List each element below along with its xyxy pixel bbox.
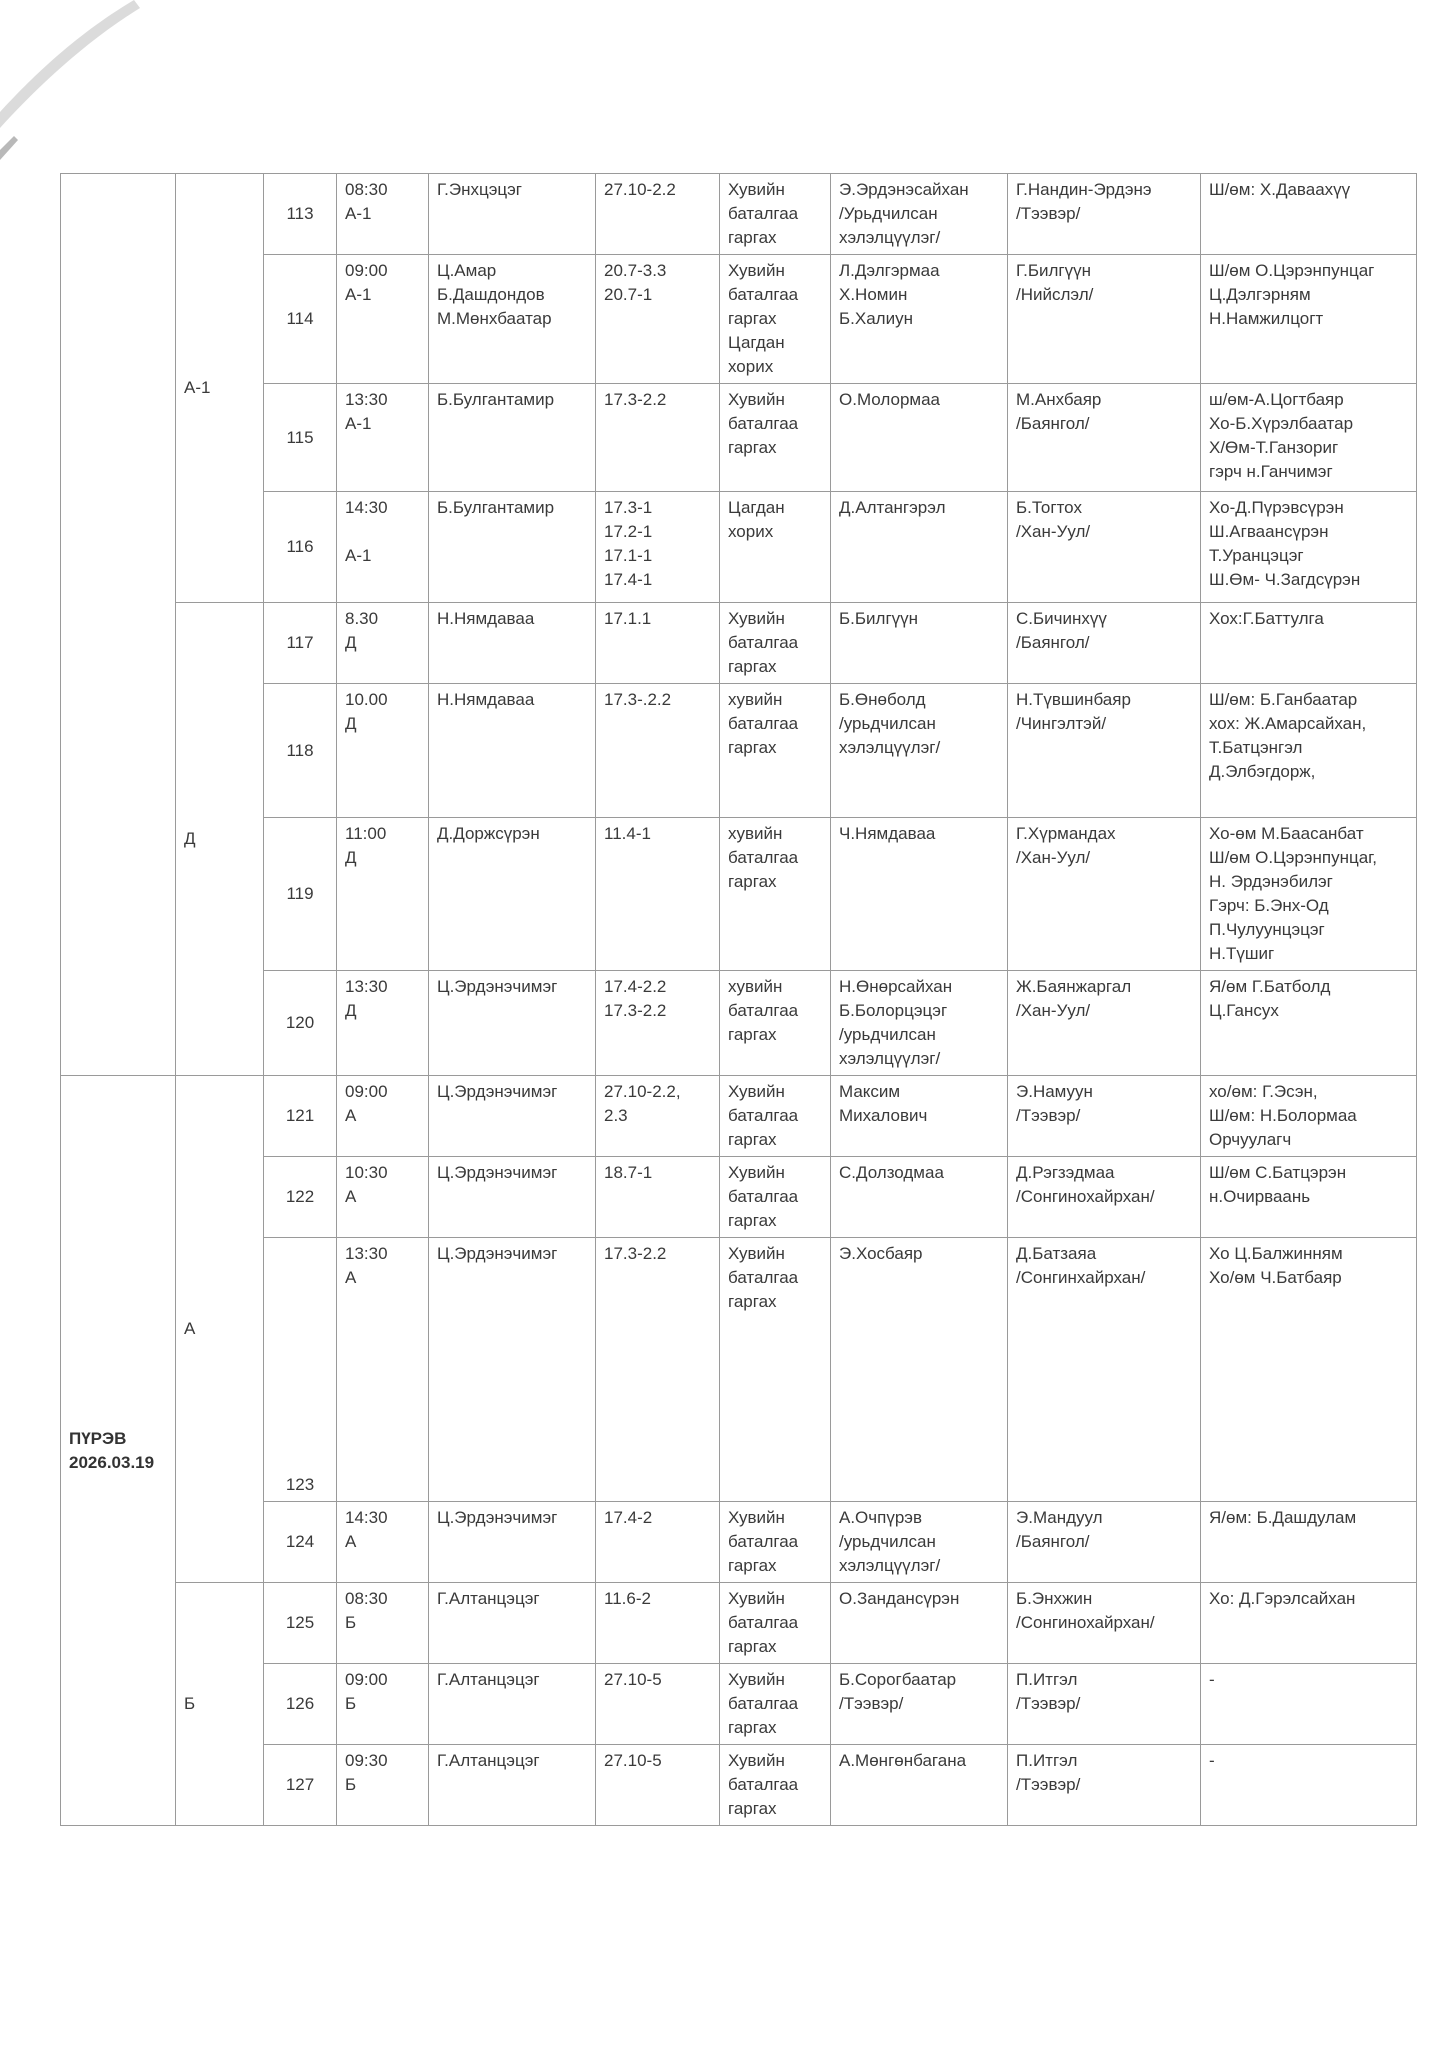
article: 17.4-2 <box>596 1502 720 1583</box>
prosecutor: Г.Билгүүн /Нийслэл/ <box>1008 255 1201 384</box>
accused: Ч.Нямдаваа <box>831 818 1008 971</box>
time-room: 09:00 А-1 <box>337 255 429 384</box>
hearing-schedule-table <box>60 173 1417 1826</box>
article: 11.4-1 <box>596 818 720 971</box>
action: Хувийн баталгаа гаргах Цагдан хорих <box>720 255 831 384</box>
participants: Ш/өм: Б.Ганбаатар хох: Ж.Амарсайхан, Т.Батцэнгэл Д.Элбэгдорж, <box>1201 684 1417 818</box>
accused: Э.Эрдэнэсайхан /Урьдчилсан хэлэлцүүлэг/ <box>831 174 1008 255</box>
accused: Л.Дэлгэрмаа Х.Номин Б.Халиун <box>831 255 1008 384</box>
case-number: 125 <box>264 1583 337 1664</box>
action: хувийн баталгаа гаргах <box>720 684 831 818</box>
participants: Хо Ц.Балжинням Хо/өм Ч.Батбаяр <box>1201 1238 1417 1502</box>
prosecutor: Г.Хүрмандах /Хан-Уул/ <box>1008 818 1201 971</box>
accused: А.Мөнгөнбагана <box>831 1745 1008 1826</box>
judge: Ц.Амар Б.Дашдондов М.Мөнхбаатар <box>429 255 596 384</box>
article: 17.3-.2.2 <box>596 684 720 818</box>
time-room: 8.30 Д <box>337 603 429 684</box>
judge: Ц.Эрдэнэчимэг <box>429 971 596 1076</box>
judge: Ц.Эрдэнэчимэг <box>429 1502 596 1583</box>
prosecutor: П.Итгэл /Тээвэр/ <box>1008 1664 1201 1745</box>
action: Цагдан хорих <box>720 492 831 603</box>
article: 27.10-5 <box>596 1664 720 1745</box>
judge: Ц.Эрдэнэчимэг <box>429 1076 596 1157</box>
day-cell-empty <box>61 174 176 1076</box>
day-cell <box>61 1076 176 1826</box>
action: Хувийн баталгаа гаргах <box>720 174 831 255</box>
action: Хувийн баталгаа гаргах <box>720 1238 831 1502</box>
judge: Б.Булгантамир <box>429 384 596 492</box>
day-name: ПҮРЭВ <box>69 1428 127 1448</box>
accused: С.Долзодмаа <box>831 1157 1008 1238</box>
article: 17.3-2.2 <box>596 1238 720 1502</box>
prosecutor: Б.Тогтох /Хан-Уул/ <box>1008 492 1201 603</box>
case-number: 117 <box>264 603 337 684</box>
article: 18.7-1 <box>596 1157 720 1238</box>
action: Хувийн баталгаа гаргах <box>720 603 831 684</box>
room-cell: Б <box>176 1583 264 1826</box>
case-number: 126 <box>264 1664 337 1745</box>
action: Хувийн баталгаа гаргах <box>720 1502 831 1583</box>
time-room: 09:30 Б <box>337 1745 429 1826</box>
prosecutor: С.Бичинхүү /Баянгол/ <box>1008 603 1201 684</box>
accused: Н.Өнөрсайхан Б.Болорцэцэг /урьдчилсан хэлэлцүүлэг/ <box>831 971 1008 1076</box>
action: Хувийн баталгаа гаргах <box>720 1583 831 1664</box>
accused: Максим Михалович <box>831 1076 1008 1157</box>
judge: Ц.Эрдэнэчимэг <box>429 1238 596 1502</box>
action: Хувийн баталгаа гаргах <box>720 1664 831 1745</box>
prosecutor: Б.Энхжин /Сонгинохайрхан/ <box>1008 1583 1201 1664</box>
room-cell: Д <box>176 603 264 1076</box>
judge: Д.Доржсүрэн <box>429 818 596 971</box>
case-number: 113 <box>264 174 337 255</box>
accused: Б.Билгүүн <box>831 603 1008 684</box>
case-number: 127 <box>264 1745 337 1826</box>
time-room: 13:30 Д <box>337 971 429 1076</box>
article: 27.10-5 <box>596 1745 720 1826</box>
article: 17.1.1 <box>596 603 720 684</box>
prosecutor: Д.Батзаяа /Сонгинхайрхан/ <box>1008 1238 1201 1502</box>
case-number: 121 <box>264 1076 337 1157</box>
prosecutor: Э.Намуун /Тээвэр/ <box>1008 1076 1201 1157</box>
action: Хувийн баталгаа гаргах <box>720 384 831 492</box>
case-number: 123 <box>264 1238 337 1502</box>
case-number: 122 <box>264 1157 337 1238</box>
action: Хувийн баталгаа гаргах <box>720 1745 831 1826</box>
time-room: 13:30 А <box>337 1238 429 1502</box>
judge: Г.Алтанцэцэг <box>429 1583 596 1664</box>
prosecutor: Г.Нандин-Эрдэнэ /Тээвэр/ <box>1008 174 1201 255</box>
participants: ш/өм-А.Цогтбаяр Хо-Б.Хүрэлбаатар Х/Өм-Т.Ганзориг гэрч н.Ганчимэг <box>1201 384 1417 492</box>
article: 27.10-2.2, 2.3 <box>596 1076 720 1157</box>
time-room: 09:00 А <box>337 1076 429 1157</box>
participants: - <box>1201 1664 1417 1745</box>
prosecutor: Д.Рэгзэдмаа /Сонгинохайрхан/ <box>1008 1157 1201 1238</box>
action: хувийн баталгаа гаргах <box>720 971 831 1076</box>
article: 27.10-2.2 <box>596 174 720 255</box>
prosecutor: Ж.Баянжаргал /Хан-Уул/ <box>1008 971 1201 1076</box>
participants: Я/өм: Б.Дашдулам <box>1201 1502 1417 1583</box>
action: Хувийн баталгаа гаргах <box>720 1076 831 1157</box>
judge: Г.Энхцэцэг <box>429 174 596 255</box>
article: 17.4-2.2 17.3-2.2 <box>596 971 720 1076</box>
case-number: 116 <box>264 492 337 603</box>
day-date: 2026.03.19 <box>69 1452 155 1472</box>
case-number: 118 <box>264 684 337 818</box>
article: 17.3-1 17.2-1 17.1-1 17.4-1 <box>596 492 720 603</box>
room-cell: А <box>176 1076 264 1583</box>
accused: О.Молормаа <box>831 384 1008 492</box>
article: 11.6-2 <box>596 1583 720 1664</box>
accused: Б.Өнөболд /урьдчилсан хэлэлцүүлэг/ <box>831 684 1008 818</box>
judge: Н.Нямдаваа <box>429 603 596 684</box>
time-room: 14:30 А-1 <box>337 492 429 603</box>
case-number: 119 <box>264 818 337 971</box>
accused: Б.Сорогбаатар /Тээвэр/ <box>831 1664 1008 1745</box>
action: Хувийн баталгаа гаргах <box>720 1157 831 1238</box>
participants: Ш/өм О.Цэрэнпунцаг Ц.Дэлгэрням Н.Намжилцогт <box>1201 255 1417 384</box>
participants: хо/өм: Г.Эсэн, Ш/өм: Н.Болормаа Орчуулагч <box>1201 1076 1417 1157</box>
case-number: 115 <box>264 384 337 492</box>
time-room: 14:30 А <box>337 1502 429 1583</box>
accused: О.Зандансүрэн <box>831 1583 1008 1664</box>
prosecutor: Э.Мандуул /Баянгол/ <box>1008 1502 1201 1583</box>
action: хувийн баталгаа гаргах <box>720 818 831 971</box>
accused: Э.Хосбаяр <box>831 1238 1008 1502</box>
participants: Ш/өм: Х.Даваахүү <box>1201 174 1417 255</box>
participants: Хох:Г.Баттулга <box>1201 603 1417 684</box>
time-room: 09:00 Б <box>337 1664 429 1745</box>
case-number: 120 <box>264 971 337 1076</box>
time-room: 10.00 Д <box>337 684 429 818</box>
participants: Я/өм Г.Батболд Ц.Гансух <box>1201 971 1417 1076</box>
participants: Хо-өм М.Баасанбат Ш/өм О.Цэрэнпунцаг, Н. Эрдэнэбилэг Гэрч: Б.Энх-Од П.Чулуунцэцэг Н.Түшиг <box>1201 818 1417 971</box>
time-room: 08:30 А-1 <box>337 174 429 255</box>
judge: Б.Булгантамир <box>429 492 596 603</box>
room-cell: А-1 <box>176 174 264 603</box>
case-number: 114 <box>264 255 337 384</box>
time-room: 13:30 А-1 <box>337 384 429 492</box>
judge: Ц.Эрдэнэчимэг <box>429 1157 596 1238</box>
judge: Г.Алтанцэцэг <box>429 1745 596 1826</box>
case-number: 124 <box>264 1502 337 1583</box>
prosecutor: М.Анхбаяр /Баянгол/ <box>1008 384 1201 492</box>
accused: А.Очпүрэв /урьдчилсан хэлэлцүүлэг/ <box>831 1502 1008 1583</box>
participants: Хо: Д.Гэрэлсайхан <box>1201 1583 1417 1664</box>
scan-fold-mark <box>0 0 200 200</box>
judge: Г.Алтанцэцэг <box>429 1664 596 1745</box>
article: 17.3-2.2 <box>596 384 720 492</box>
participants: Ш/өм С.Батцэрэн н.Очирваань <box>1201 1157 1417 1238</box>
participants: - <box>1201 1745 1417 1826</box>
article: 20.7-3.3 20.7-1 <box>596 255 720 384</box>
time-room: 10:30 А <box>337 1157 429 1238</box>
time-room: 11:00 Д <box>337 818 429 971</box>
participants: Хо-Д.Пүрэвсүрэн Ш.Агваансүрэн Т.Уранцэцэг Ш.Өм- Ч.Загдсүрэн <box>1201 492 1417 603</box>
time-room: 08:30 Б <box>337 1583 429 1664</box>
prosecutor: П.Итгэл /Тээвэр/ <box>1008 1745 1201 1826</box>
prosecutor: Н.Түвшинбаяр /Чингэлтэй/ <box>1008 684 1201 818</box>
accused: Д.Алтангэрэл <box>831 492 1008 603</box>
judge: Н.Нямдаваа <box>429 684 596 818</box>
